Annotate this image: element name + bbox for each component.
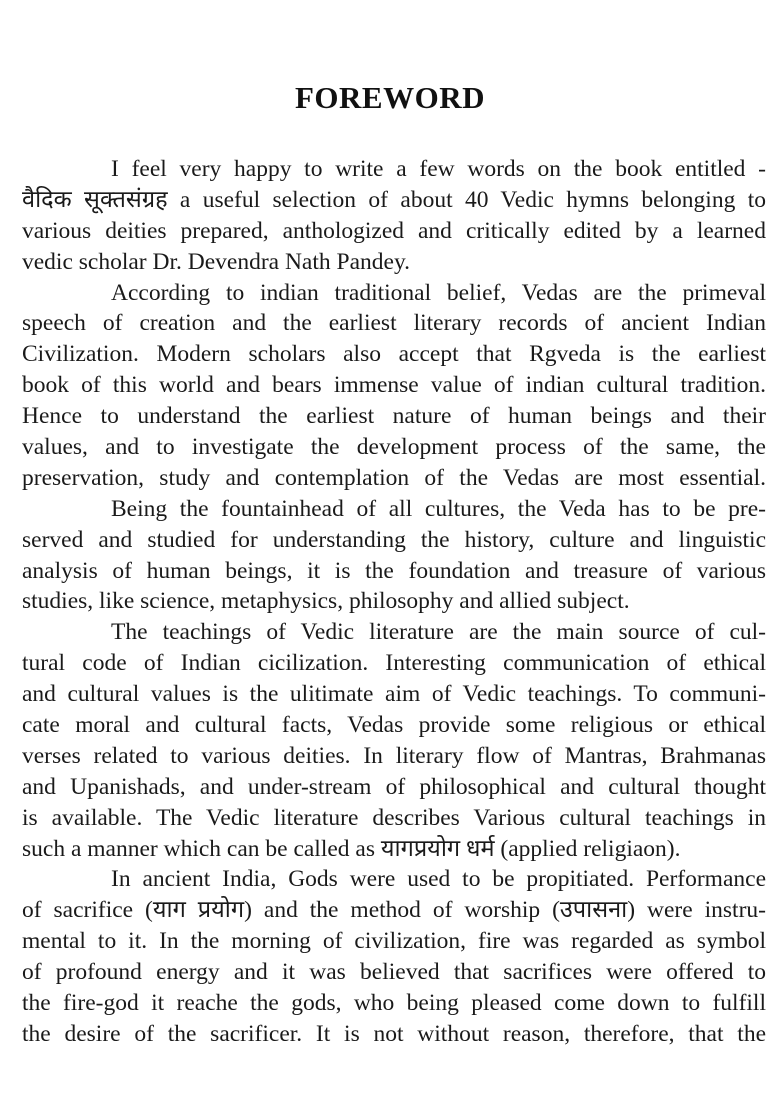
text-line: of sacrifice (याग प्रयोग) and the method of worship (उपासना) were instru- — [22, 897, 766, 924]
text-line: analysis of human beings, it is the foundation and treasure of various — [22, 557, 766, 584]
text-line: cate moral and cultural facts, Vedas provide some religious or ethical — [22, 712, 766, 739]
text-line: is available. The Vedic literature describes Various cultural teachings in — [22, 804, 766, 831]
text-line: I feel very happy to write a few words on the book entitled - — [111, 156, 766, 182]
text-line: and Upanishads, and under-stream of philosophical and cultural thought — [22, 773, 766, 800]
text-line: verses related to various deities. In literary flow of Mantras, Brahmanas — [22, 742, 766, 769]
text-line: speech of creation and the earliest literary records of ancient Indian — [22, 310, 766, 337]
text-line: mental to it. In the morning of civilization, fire was regarded as symbol — [22, 928, 766, 955]
paragraph — [22, 864, 766, 1049]
text-line: various deities prepared, anthologized and critically edited by a learned — [22, 217, 766, 244]
text-line: the desire of the sacrificer. It is not without reason, therefore, that the — [22, 1020, 766, 1047]
text-line: Civilization. Modern scholars also accept that Rgveda is the earliest — [22, 341, 766, 368]
paragraph — [22, 154, 766, 278]
text-line: According to indian traditional belief, Vedas are the primeval — [111, 279, 766, 306]
page-title: FOREWORD — [295, 80, 485, 115]
text-line: the fire-god it reache the gods, who being pleased come down to fulfill — [22, 990, 766, 1017]
paragraph — [22, 617, 766, 864]
text-line: such a manner which can be called as यागप्रयोग धर्म (applied religiaon). — [22, 835, 681, 862]
text-line: values, and to investigate the development process of the same, the — [22, 434, 766, 461]
paragraph — [22, 278, 766, 494]
text-line: vedic scholar Dr. Devendra Nath Pandey. — [22, 248, 411, 275]
text-line: studies, like science, metaphysics, philosophy and allied subject. — [22, 588, 630, 615]
foreword-body — [22, 154, 766, 1050]
text-line: In ancient India, Gods were used to be propitiated. Performance — [111, 866, 766, 893]
text-line: tural code of Indian cicilization. Interesting communication of ethical — [22, 650, 766, 677]
text-line: served and studied for understanding the history, culture and linguistic — [22, 526, 766, 553]
text-line: The teachings of Vedic literature are the main source of cul- — [111, 619, 766, 646]
text-line: Hence to understand the earliest nature of human beings and their — [22, 403, 766, 430]
text-line: and cultural values is the ulitimate aim of Vedic teachings. To communi- — [22, 681, 766, 708]
text-line: Being the fountainhead of all cultures, the Veda has to be pre- — [111, 495, 766, 522]
text-line: preservation, study and contemplation of the Vedas are most essential. — [22, 464, 766, 491]
text-line: वैदिक सूक्तसंग्रह a useful selection of about 40 Vedic hymns belonging to — [22, 186, 766, 213]
paragraph — [22, 494, 766, 618]
text-line: of profound energy and it was believed that sacrifices were offered to — [22, 959, 766, 986]
text-line: book of this world and bears immense value of indian cultural tradition. — [22, 372, 766, 399]
